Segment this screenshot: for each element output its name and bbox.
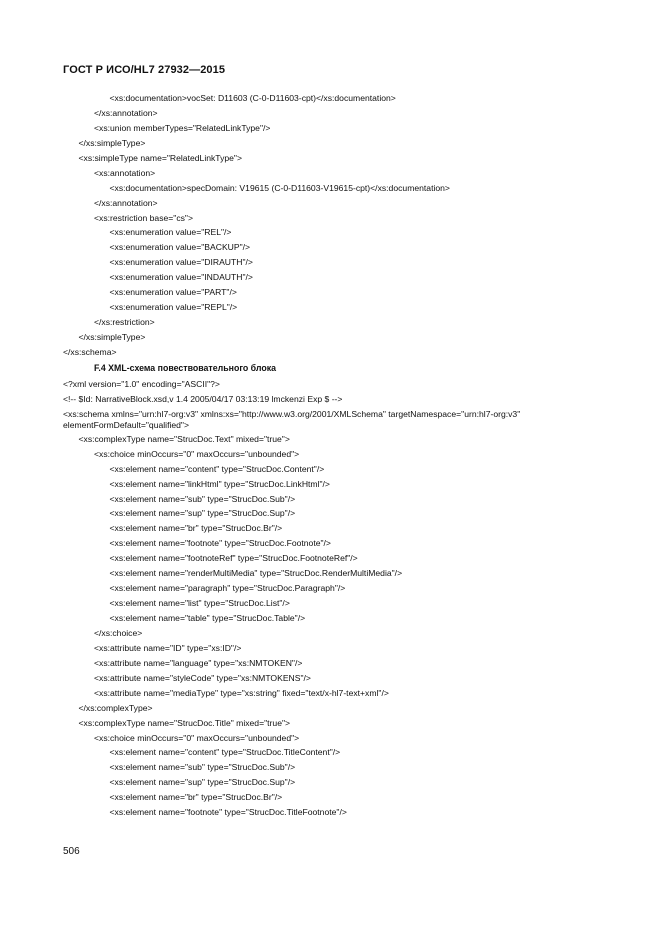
section-heading: F.4 XML-схема повествовательного блока [94, 362, 277, 373]
code-line: <?xml version="1.0" encoding="ASCII"?> [63, 378, 220, 389]
code-line: <xs:element name="sup" type="StrucDoc.Sup"/> [109, 508, 296, 519]
code-line: </xs:annotation> [94, 197, 158, 208]
code-line: </xs:restriction> [94, 317, 155, 328]
code-line: <xs:element name="linkHtml" type="StrucDoc.LinkHtml"/> [109, 478, 330, 489]
code-line: <xs:attribute name="mediaType" type="xs:string" fixed="text/x-hl7-text+xml"/> [94, 687, 389, 698]
code-line: </xs:simpleType> [78, 332, 146, 342]
code-line: </xs:schema> [63, 346, 117, 357]
code-line: <xs:element name="content" type="StrucDoc.TitleContent"/> [109, 747, 341, 758]
code-line: <xs:documentation>specDomain: V19615 (C-0-D11603-V19615-cpt)</xs:documentation> [109, 182, 450, 193]
code-line: <xs:attribute name="language" type="xs:NMTOKEN"/> [94, 657, 303, 668]
code-line: <xs:schema xmlns="urn:hl7-org:v3" xmlns:xs="http://www.w3.org/2001/XMLSchema" targetNamespace="urn:hl7-org:v3" elementFormDefault="qualified"> [63, 408, 521, 430]
code-line: <xs:enumeration value="DIRAUTH"/> [109, 257, 253, 268]
code-line: <xs:attribute name="ID" type="xs:ID"/> [94, 642, 242, 653]
code-line: <xs:documentation>vocSet: D11603 (C-0-D11603-cpt)</xs:documentation> [109, 93, 396, 103]
code-line: <xs:simpleType name="RelatedLinkType"> [78, 152, 243, 163]
page-number: 506 [63, 846, 80, 857]
xml-code-block [0, 91, 661, 820]
code-line: <xs:enumeration value="REPL"/> [109, 302, 238, 313]
code-line: <xs:element name="paragraph" type="StrucDoc.Paragraph"/> [109, 583, 346, 594]
code-line: <xs:enumeration value="BACKUP"/> [109, 242, 251, 253]
code-line: <xs:element name="sup" type="StrucDoc.Sup"/> [109, 777, 296, 788]
document-header: ГОСТ Р ИСО/HL7 27932—2015 [63, 64, 226, 76]
code-line: </xs:complexType> [78, 702, 153, 713]
code-line: <xs:element name="sub" type="StrucDoc.Sub"/> [109, 493, 296, 504]
code-line: <xs:attribute name="styleCode" type="xs:NMTOKENS"/> [94, 672, 311, 683]
code-line: <xs:enumeration value="REL"/> [109, 227, 232, 238]
code-line: <xs:enumeration value="INDAUTH"/> [109, 272, 253, 283]
code-line: <xs:element name="list" type="StrucDoc.List"/> [109, 598, 290, 609]
code-line: <xs:element name="content" type="StrucDoc.Content"/> [109, 463, 325, 474]
code-line: <xs:element name="footnote" type="StrucDoc.Footnote"/> [109, 538, 331, 549]
code-line: <xs:element name="br" type="StrucDoc.Br"/> [109, 792, 283, 803]
code-line: <xs:choice minOccurs="0" maxOccurs="unbounded"> [94, 448, 300, 459]
code-line: <xs:complexType name="StrucDoc.Text" mixed="true"> [78, 433, 290, 444]
code-line: </xs:annotation> [94, 107, 158, 118]
code-line: <xs:element name="renderMultiMedia" type="StrucDoc.RenderMultiMedia"/> [109, 568, 403, 579]
code-line: <xs:complexType name="StrucDoc.Title" mixed="true"> [78, 717, 291, 728]
code-line: <xs:element name="sub" type="StrucDoc.Sub"/> [109, 762, 296, 773]
code-line: <xs:element name="footnoteRef" type="StrucDoc.FootnoteRef"/> [109, 553, 358, 564]
code-line: <xs:restriction base="cs"> [94, 212, 194, 223]
code-line: <xs:choice minOccurs="0" maxOccurs="unbounded"> [94, 732, 300, 743]
code-line: </xs:simpleType> [78, 137, 146, 148]
code-line: <!-- $Id: NarrativeBlock.xsd,v 1.4 2005/04/17 03:13:19 lmckenzi Exp $ --> [63, 393, 343, 404]
code-line: <xs:element name="br" type="StrucDoc.Br"/> [109, 523, 283, 534]
code-line: <xs:element name="footnote" type="StrucDoc.TitleFootnote"/> [109, 807, 347, 818]
code-line: <xs:union memberTypes="RelatedLinkType"/> [94, 122, 271, 133]
code-line: <xs:annotation> [94, 167, 156, 178]
code-line: <xs:element name="table" type="StrucDoc.Table"/> [109, 613, 306, 623]
code-line: </xs:choice> [94, 627, 143, 638]
code-line: <xs:enumeration value="PART"/> [109, 287, 237, 298]
